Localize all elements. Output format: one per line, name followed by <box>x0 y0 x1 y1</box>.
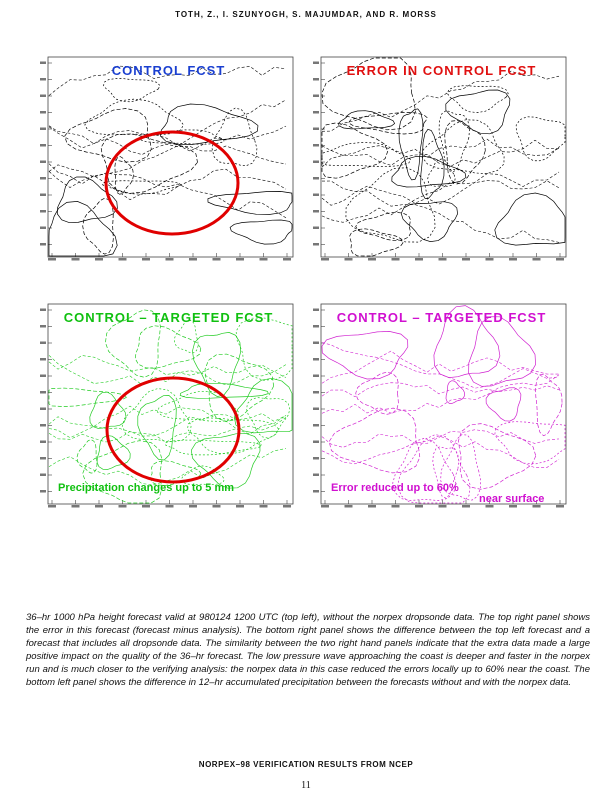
contour-map <box>38 55 299 262</box>
panel-note-secondary: near surface <box>479 493 545 505</box>
panel-control-fcst <box>38 55 299 262</box>
panel-title: CONTROL – TARGETED FCST <box>63 310 274 325</box>
contour-map <box>311 302 572 509</box>
panel-precip-difference <box>38 302 299 509</box>
figure-caption: 36–hr 1000 hPa height forecast valid at 980124 1200 UTC (top left), without the norpex dropsonde data. The top right panel shows the error in this forecast (forecast minus analysis). The bottom right panel shows the difference between the top left forecast and a forecast that includes all dropsonde data. The similarity between the two right hand panels indicate that the extra data made a large positive impact on the quality of the 36–hr forecast. The low pressure wave approaching the coast is deeper and faster in the norpex run and is much closer to the verifying analysis: the norpex data in this case reduced the errors locally up to 60% near the coast. The bottom left panel shows the difference in 12–hr accumulated precipitation between the forecasts without and with the norpex data. <box>26 612 590 688</box>
contour-map <box>311 55 572 262</box>
contour-map <box>38 302 299 509</box>
panel-title: CONTROL FCST <box>111 63 226 78</box>
running-header: TOTH, Z., I. SZUNYOGH, S. MAJUMDAR, AND R. MORSS <box>175 10 437 19</box>
panel-title: CONTROL – TARGETED FCST <box>336 310 547 325</box>
panel-targeted-difference <box>311 302 572 509</box>
page-number: 11 <box>301 780 311 791</box>
panel-note: Precipitation changes up to 5 mm <box>58 482 235 494</box>
panel-note: Error reduced up to 60% <box>331 482 459 494</box>
panel-error-control-fcst <box>311 55 572 262</box>
panel-title: ERROR IN CONTROL FCST <box>346 63 537 78</box>
running-footer: NORPEX–98 VERIFICATION RESULTS FROM NCEP <box>198 760 414 769</box>
